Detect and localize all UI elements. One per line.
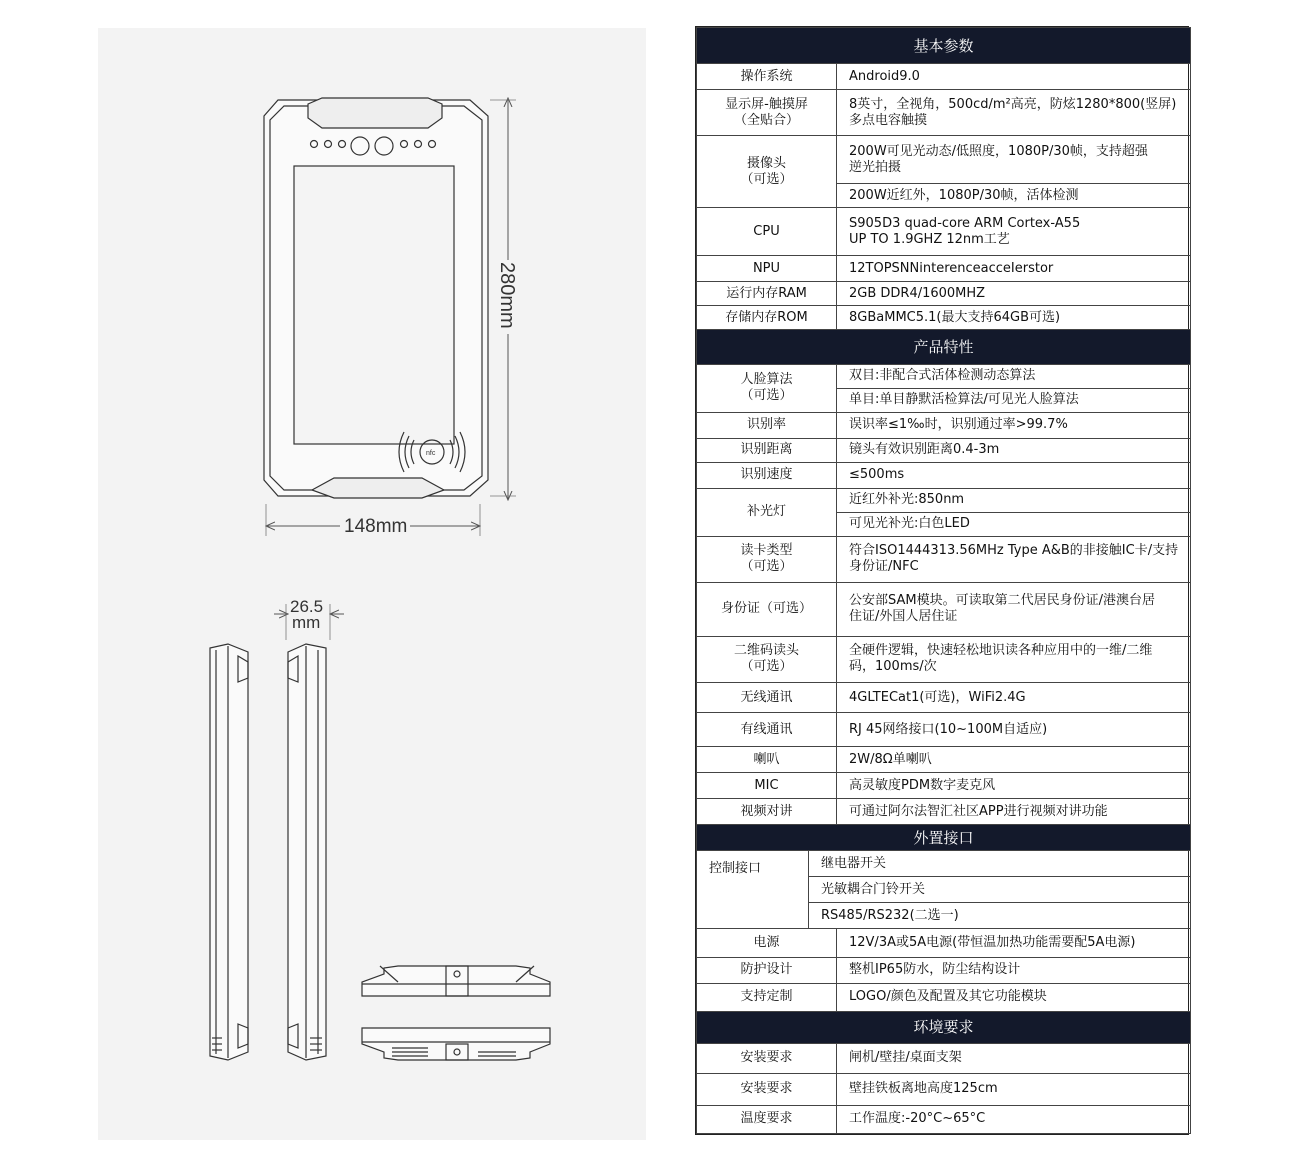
section-title: 环境要求	[697, 1011, 1191, 1043]
spec-value-line: 高灵敏度PDM数字麦克风	[849, 777, 996, 793]
spec-value-line: 多点电容触摸	[849, 112, 928, 128]
spec-label-line: 视频对讲	[740, 803, 793, 819]
spec-value	[837, 282, 1191, 306]
depth-dimension-value: 26.5	[290, 597, 324, 616]
spec-value-line: 8英寸，全视角，500cd/m²高亮，防炫1280*800(竖屏)	[849, 96, 1177, 112]
spec-value	[837, 1105, 1191, 1133]
spec-row	[697, 282, 1191, 306]
spec-value-line: 住证/外国人居住证	[849, 609, 958, 625]
spec-value-line: UP TO 1.9GHZ 12nm工艺	[849, 231, 1010, 247]
spec-label	[697, 306, 837, 330]
spec-label	[697, 256, 837, 282]
spec-row	[697, 1043, 1191, 1073]
section-title: 基本参数	[697, 28, 1191, 64]
section-header-row	[697, 825, 1191, 851]
spec-value-line: 4GLTECat1(可选)，WiFi2.4G	[849, 689, 1026, 705]
spec-value-line: 可通过阿尔法智汇社区APP进行视频对讲功能	[849, 803, 1108, 819]
spec-label	[697, 851, 809, 929]
spec-value-line: 误识率≤1‰时，识别通过率>99.7%	[849, 417, 1068, 433]
spec-label	[697, 64, 837, 90]
depth-dimension-unit: mm	[292, 613, 321, 632]
spec-label-line: 无线通讯	[740, 689, 793, 705]
spec-value-line: 闸机/壁挂/桌面支架	[849, 1050, 962, 1066]
spec-label-line: 操作系统	[740, 68, 793, 84]
spec-value	[837, 488, 1191, 512]
spec-row	[697, 636, 1191, 682]
spec-value-line: LOGO/颜色及配置及其它功能模块	[849, 989, 1047, 1005]
spec-label-line: 摄像头	[746, 155, 786, 171]
spec-label-line: 识别距离	[740, 442, 793, 458]
spec-value-line: 公安部SAM模块。可读取第二代居民身份证/港澳台居	[849, 593, 1155, 609]
spec-label-line: 支持定制	[740, 989, 793, 1005]
spec-row	[697, 136, 1191, 184]
spec-row	[697, 412, 1191, 438]
spec-label-line: 运行内存RAM	[726, 285, 807, 301]
spec-label	[697, 636, 837, 682]
spec-label	[697, 438, 837, 462]
spec-label	[697, 1043, 837, 1073]
spec-label-line: 显示屏-触摸屏	[725, 96, 808, 112]
spec-value	[837, 136, 1191, 184]
spec-value	[837, 462, 1191, 488]
spec-value-line: 可见光补光:白色LED	[849, 516, 970, 532]
spec-label-line: 安装要求	[740, 1081, 793, 1097]
spec-value-line: 继电器开关	[821, 855, 887, 871]
spec-value-line: 光敏耦合门铃开关	[821, 881, 926, 897]
spec-label-line: NPU	[752, 260, 781, 276]
spec-value-line: 单目:单目静默活检算法/可见光人脸算法	[849, 392, 1079, 408]
device-drawings	[98, 28, 646, 1140]
front-view	[264, 98, 488, 498]
spec-label	[697, 90, 837, 136]
spec-value	[837, 636, 1191, 682]
spec-row	[697, 983, 1191, 1011]
spec-row	[697, 536, 1191, 582]
spec-value	[837, 256, 1191, 282]
spec-value	[837, 1043, 1191, 1073]
spec-label-line: （可选）	[740, 659, 793, 675]
spec-row	[697, 438, 1191, 462]
spec-value	[837, 929, 1191, 957]
spec-value-line: 8GBaMMC5.1(最大支持64GB可选)	[849, 309, 1061, 325]
bottom-view	[362, 1028, 550, 1060]
section-title: 外置接口	[697, 825, 1191, 851]
spec-value	[837, 184, 1191, 208]
spec-value	[809, 851, 1191, 877]
spec-label-line: （可选）	[740, 388, 793, 404]
spec-label	[697, 1105, 837, 1133]
spec-row	[697, 256, 1191, 282]
spec-value-line: 工作温度:-20°C~65°C	[849, 1111, 986, 1127]
spec-label	[697, 983, 837, 1011]
spec-row	[697, 747, 1191, 773]
spec-row	[697, 462, 1191, 488]
spec-value-line: Android9.0	[849, 68, 920, 84]
spec-value	[837, 536, 1191, 582]
side-view-right	[288, 644, 326, 1060]
spec-row	[697, 851, 1191, 877]
spec-label-line: 读卡类型	[740, 543, 793, 559]
spec-value	[809, 877, 1191, 903]
spec-label	[697, 957, 837, 983]
spec-label-line: 喇叭	[753, 751, 780, 767]
spec-value-line: 身份证/NFC	[849, 559, 919, 575]
spec-value-line: 2W/8Ω单喇叭	[849, 751, 932, 767]
spec-table	[696, 27, 1191, 1134]
spec-label	[697, 799, 837, 825]
spec-row	[697, 364, 1191, 388]
spec-row	[697, 1073, 1191, 1105]
spec-value	[837, 683, 1191, 713]
spec-label-line: 存储内存ROM	[725, 309, 808, 325]
spec-value	[837, 208, 1191, 256]
spec-value	[837, 983, 1191, 1011]
bottom-bar	[312, 478, 444, 498]
spec-label	[697, 136, 837, 208]
spec-value-line: 符合ISO1444313.56MHz Type A&B的非接触IC卡/支持	[849, 543, 1179, 559]
spec-label-line: 控制接口	[709, 861, 762, 877]
spec-label-line: （可选）	[740, 559, 793, 575]
spec-label-line: 安装要求	[740, 1050, 793, 1066]
spec-row	[697, 488, 1191, 512]
spec-row	[697, 957, 1191, 983]
spec-value	[837, 388, 1191, 412]
spec-value-line: 码，100ms/次	[849, 659, 937, 675]
spec-value	[837, 306, 1191, 330]
spec-value-line: RJ 45网络接口(10~100M自适应)	[849, 721, 1048, 737]
spec-value-line: RS485/RS232(二选一)	[821, 907, 959, 923]
section-header-row	[697, 28, 1191, 64]
spec-label-line: 电源	[753, 934, 780, 950]
spec-value-line: ≤500ms	[849, 467, 905, 483]
spec-label-line: 有线通讯	[740, 721, 793, 737]
spec-label-line: （可选）	[740, 171, 793, 187]
spec-value	[837, 713, 1191, 747]
top-camera-bar	[308, 98, 442, 128]
spec-label	[697, 773, 837, 799]
spec-row	[697, 713, 1191, 747]
spec-label-line: 温度要求	[740, 1111, 793, 1127]
spec-value-line: 逆光拍摄	[849, 159, 902, 175]
section-title: 产品特性	[697, 330, 1191, 364]
spec-label	[697, 582, 837, 636]
spec-value	[837, 957, 1191, 983]
spec-row	[697, 64, 1191, 90]
spec-value-line: S905D3 quad-core ARM Cortex-A55	[849, 215, 1081, 231]
spec-label	[697, 282, 837, 306]
spec-label-line: 身份证（可选）	[720, 601, 812, 617]
top-view	[362, 966, 550, 996]
spec-label	[697, 713, 837, 747]
spec-value-line: 全硬件逻辑，快速轻松地识读各种应用中的一维/二维	[849, 643, 1153, 659]
spec-label	[697, 536, 837, 582]
section-header-row	[697, 330, 1191, 364]
spec-value-line: 壁挂铁板离地高度125cm	[849, 1081, 998, 1097]
spec-row	[697, 90, 1191, 136]
spec-value-line: 近红外补光:850nm	[849, 492, 965, 508]
height-dimension-label: 280mm	[496, 262, 518, 329]
spec-value	[837, 364, 1191, 388]
spec-label	[697, 364, 837, 412]
section-header-row	[697, 1011, 1191, 1043]
spec-label-line: 人脸算法	[740, 372, 793, 388]
spec-value	[837, 799, 1191, 825]
spec-label	[697, 747, 837, 773]
spec-value-line: 镜头有效识别距离0.4-3m	[849, 442, 1000, 458]
display-screen	[294, 166, 454, 444]
dimension-drawing-panel	[98, 28, 646, 1140]
spec-label	[697, 488, 837, 536]
spec-row	[697, 208, 1191, 256]
spec-row	[697, 306, 1191, 330]
spec-label-line: 识别率	[746, 417, 786, 433]
spec-label-line: 识别速度	[740, 467, 793, 483]
spec-row	[697, 1105, 1191, 1133]
spec-value-line: 2GB DDR4/1600MHZ	[849, 285, 986, 301]
spec-label	[697, 929, 837, 957]
spec-value-line: 200W近红外，1080P/30帧，活体检测	[849, 187, 1079, 203]
spec-label-line: （全贴合）	[733, 112, 799, 128]
spec-value	[837, 773, 1191, 799]
width-dimension-label: 148mm	[344, 516, 408, 537]
spec-value-line: 12TOPSNNinterenceacceIerstor	[849, 260, 1054, 276]
spec-label-line: MIC	[754, 777, 779, 793]
spec-label-line: CPU	[753, 223, 780, 239]
spec-label-line: 防护设计	[740, 962, 793, 978]
spec-value	[809, 903, 1191, 929]
spec-row	[697, 929, 1191, 957]
spec-label	[697, 683, 837, 713]
spec-value	[837, 582, 1191, 636]
nfc-logo: nfc	[426, 450, 436, 457]
spec-label	[697, 412, 837, 438]
spec-value	[837, 412, 1191, 438]
spec-row	[697, 582, 1191, 636]
spec-table-container	[695, 26, 1189, 1135]
spec-row	[697, 773, 1191, 799]
spec-label	[697, 1073, 837, 1105]
spec-value-line: 12V/3A或5A电源(带恒温加热功能需要配5A电源)	[849, 934, 1136, 950]
spec-row	[697, 799, 1191, 825]
spec-value	[837, 747, 1191, 773]
spec-value-line: 双目:非配合式活体检测动态算法	[849, 368, 1036, 384]
spec-label	[697, 208, 837, 256]
spec-value	[837, 64, 1191, 90]
spec-label-line: 二维码读头	[733, 643, 799, 659]
side-view-left	[210, 644, 248, 1060]
spec-value	[837, 90, 1191, 136]
spec-value-line: 200W可见光动态/低照度，1080P/30帧，支持超强	[849, 143, 1148, 159]
spec-value	[837, 1073, 1191, 1105]
spec-label	[697, 462, 837, 488]
spec-value	[837, 438, 1191, 462]
spec-value	[837, 512, 1191, 536]
spec-label-line: 补光灯	[746, 504, 786, 520]
spec-value-line: 整机IP65防水，防尘结构设计	[849, 962, 1021, 978]
spec-row	[697, 683, 1191, 713]
